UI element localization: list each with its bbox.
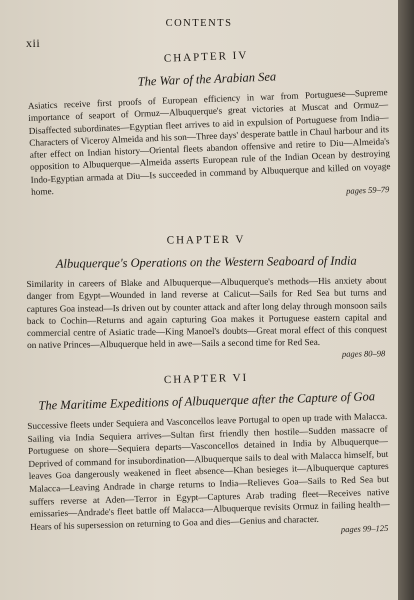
chapter-summary: Asiatics receive first proofs of European efficiency in war from Portuguese—Supreme importance of seaport of Ormuz—Albuquerque's great victories at Muscat and Ormuz—Disaffected subordinates—Egyptian fleet arrives to aid in expulsion of Portuguese from India—Characters of Viceroy Almeida and his son—Three days' desperate battle in Chaul harbour and its after effect on Indian history—Oriental fleets abandon offensive and retire to Diu—Almeida's opposition to Albuquerque—Almeida asserts European rule of the Indian Ocean by destroying Indo-Egyptian armada at Diu—Is succeeded in command by Albuquerque and killed on voyage home. [27, 87, 391, 197]
chapter-vi-entry [26, 368, 390, 543]
chapter-title: The War of the Arabian Sea [137, 69, 277, 89]
running-title: CONTENTS [165, 18, 233, 29]
chapter-summary: Similarity in careers of Blake and Albuquerque—Albuquerque's methods—His anxiety about danger from Egypt—Wounded in land reverse at Calicut—Sails for Red Sea but turns and captures Goa instead—Is driven out by counter attack and after long delay through monsoon sails back to Cochin—Returns and again capturing Goa makes it Portuguese eastern capital and commercial centre of Asiatic trade—King Manoel's doubts—Great moral effect of this conquest on native Princes—Albuquerque held in awe—Sails a second time for Red Sea. [26, 275, 388, 351]
page-range: pages 80–98 [341, 348, 386, 359]
chapter-title: Albuquerque's Operations on the Western Seaboard of India [55, 253, 357, 271]
chapter-heading: CHAPTER V [166, 233, 246, 247]
page-number: xii [26, 36, 41, 50]
page-header [0, 14, 398, 50]
chapter-summary: Successive fleets under Sequiera and Vasconcellos leave Portugal to open up trade with Malacca. Sailing via India Sequiera arrives—Sultan first friendly then hostile—Sudden massacre of Portuguese on shore—Sequiera departs—Vasconcellos detained in India by Albuquerque—Deprived of command for insubordination—Albuquerque sails to deal with Malacca himself, but leaves Goa dangerously weakened in fleet absence—Khan besieges it—Albuquerque captures Malacca—Leaving Andrade in charge returns to India—Relieves Goa—Sails to Red Sea but suffers reverse at Aden—Terror in Egypt—Captures Arab trading fleet—Receives native emissaries—Andrade's fleet battle off Malacca—Albuquerque revisits Ormuz in failing health—Hears of his supersession on returning to Goa and dies—Genius and character. [27, 410, 390, 532]
chapter-heading: CHAPTER VI [163, 371, 249, 387]
page-range: pages 59–79 [345, 184, 390, 197]
adjacent-page-edge [398, 0, 414, 600]
page-range: pages 99–125 [340, 523, 389, 535]
chapter-v-entry [26, 232, 387, 362]
chapter-iv-entry [26, 44, 392, 208]
chapter-title: The Maritime Expeditions of Albuquerque after the Capture of Goa [38, 389, 376, 413]
chapter-heading: CHAPTER IV [163, 49, 249, 65]
